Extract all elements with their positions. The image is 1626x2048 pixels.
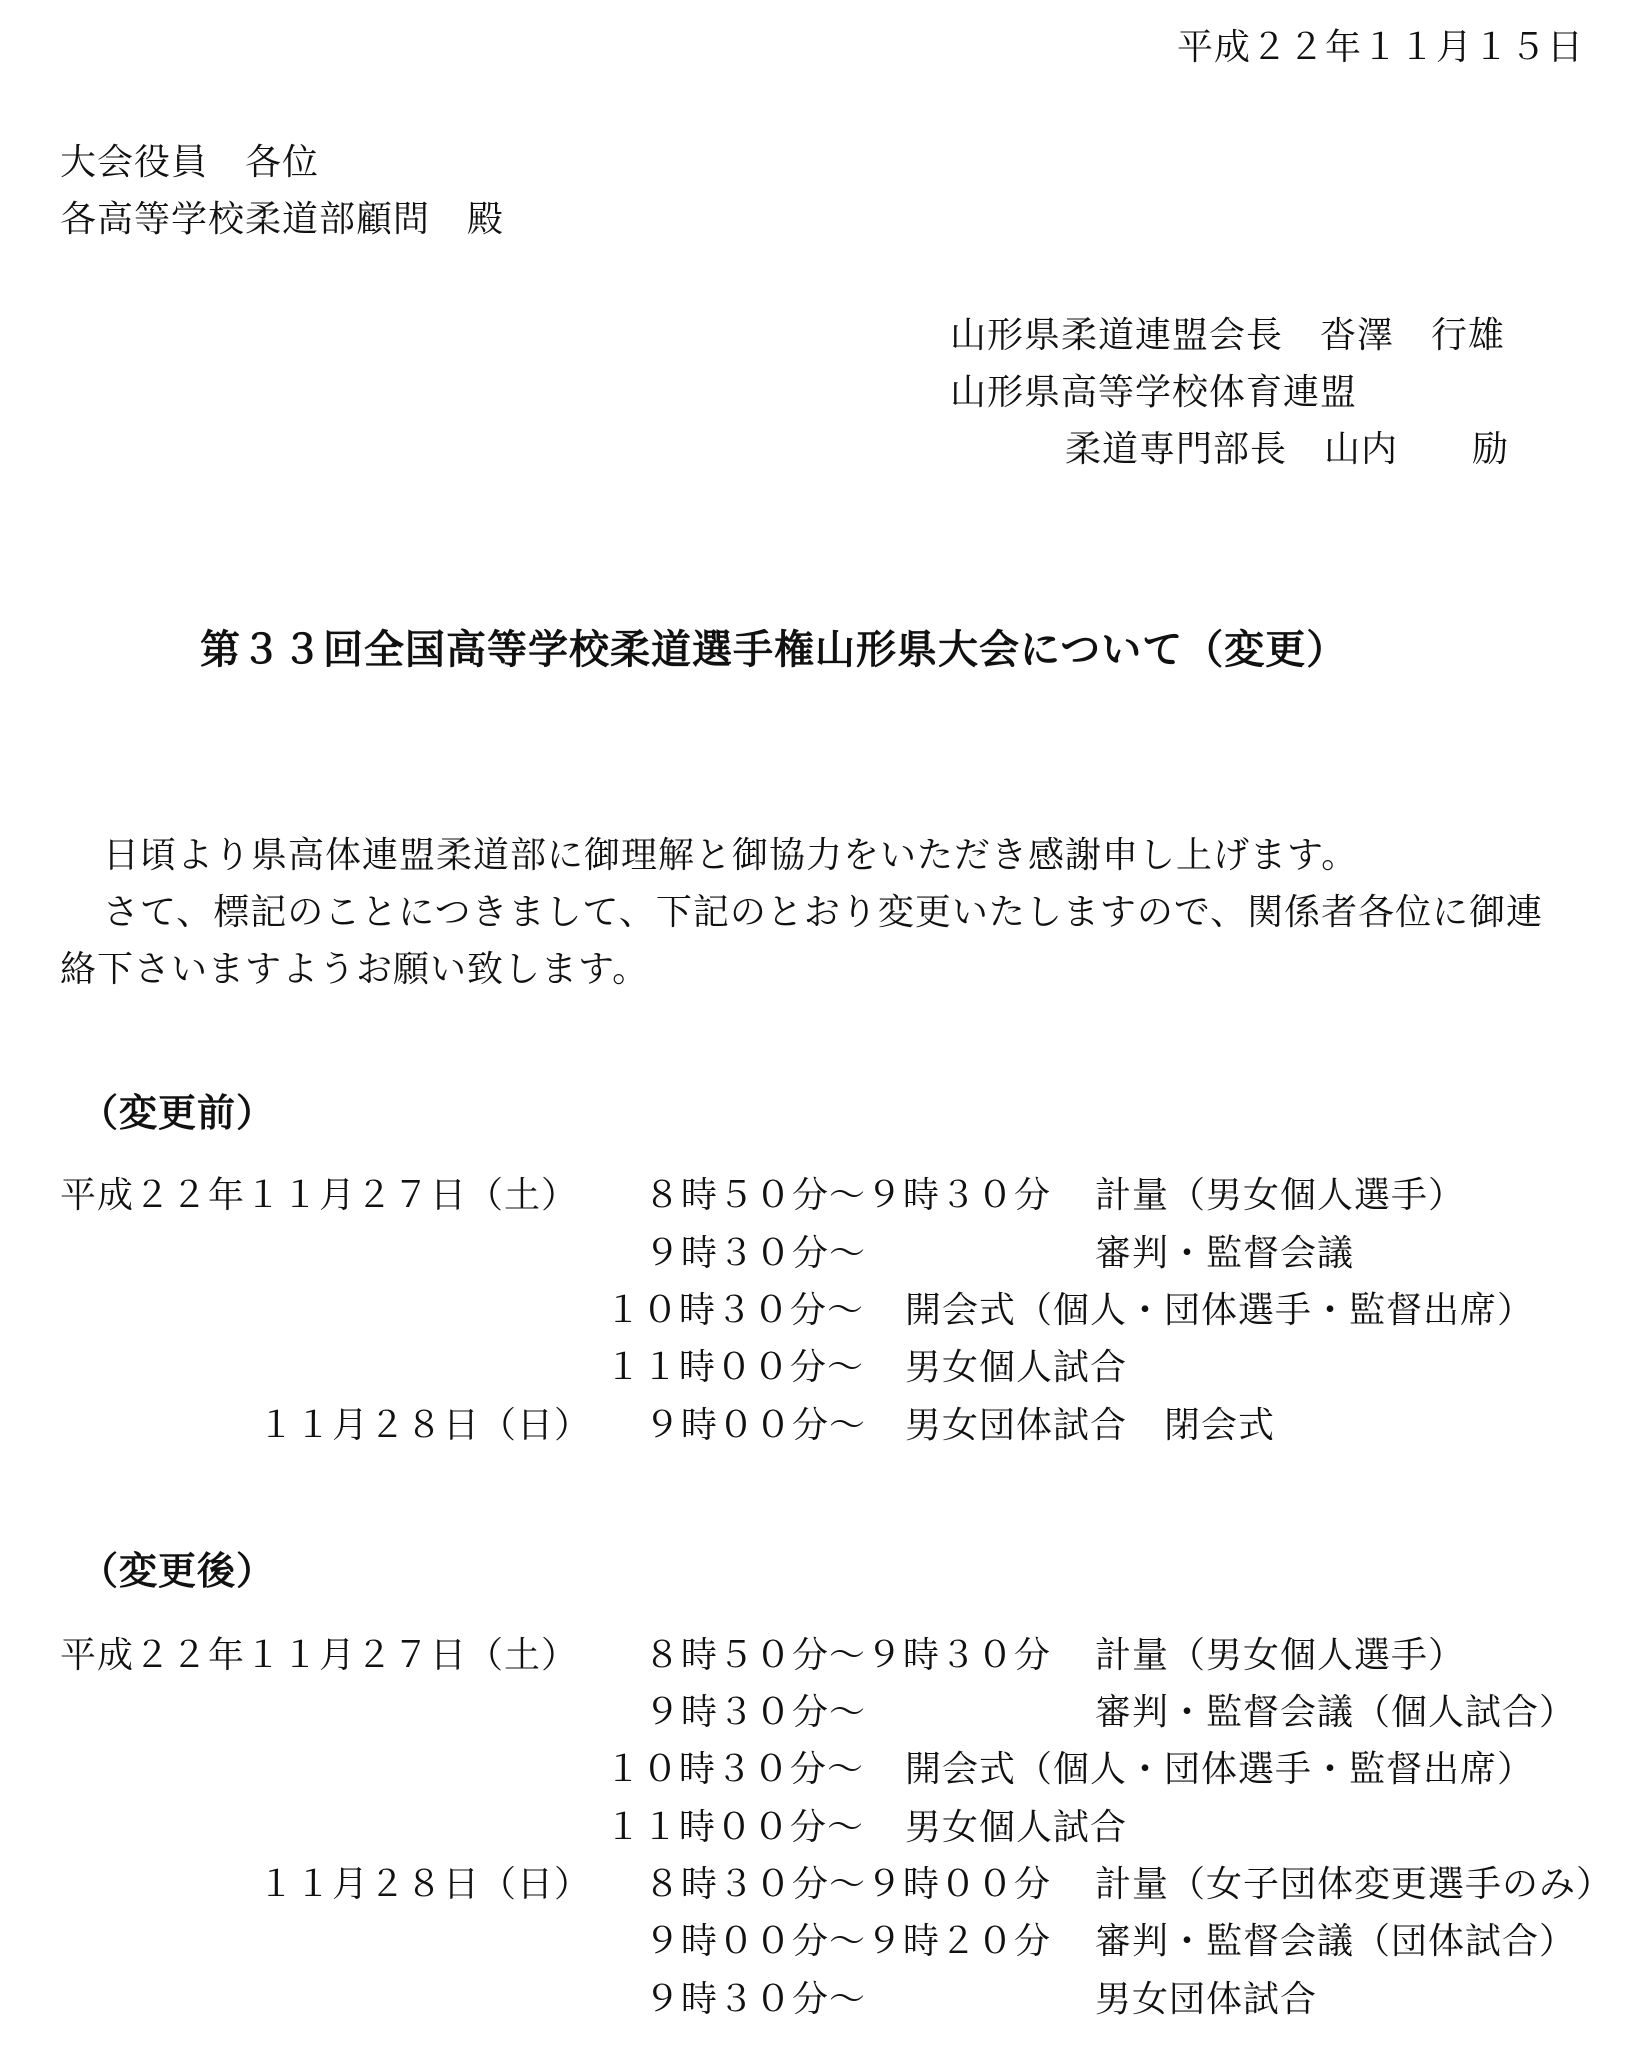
document-title: 第３３回全国高等学校柔道選手権山形県大会について（変更）	[200, 627, 1348, 673]
before-row2-time: ９時３０分～	[644, 1233, 867, 1274]
before-row1-time: ８時５０分～９時３０分	[644, 1175, 1052, 1216]
before-heading: （変更前）	[80, 1091, 276, 1135]
body-greeting: 日頃より県高体連盟柔道部に御理解と御協力をいただき感謝申し上げます。	[103, 835, 1359, 876]
before-row1-event: 計量（男女個人選手）	[1095, 1175, 1466, 1216]
sender-department-head: 柔道専門部長 山内 励	[1065, 429, 1510, 470]
before-row5-date: １１月２８日（日）	[258, 1405, 592, 1446]
after-row7-time: ９時３０分～	[644, 1979, 867, 2020]
after-row1-date: 平成２２年１１月２７日（土）	[60, 1635, 579, 1676]
after-row7-event: 男女団体試合	[1095, 1979, 1318, 2020]
after-row5-event: 計量（女子団体変更選手のみ）	[1095, 1864, 1614, 1905]
after-row5-time: ８時３０分～９時００分	[644, 1864, 1052, 1905]
after-row6-time: ９時００分～９時２０分	[644, 1921, 1052, 1962]
after-row1-event: 計量（男女個人選手）	[1095, 1635, 1466, 1676]
before-row5-time: ９時００分～	[644, 1405, 867, 1446]
sender-athletic-federation: 山形県高等学校体育連盟	[950, 372, 1358, 413]
after-row1-time: ８時５０分～９時３０分	[644, 1635, 1052, 1676]
sender-federation-president: 山形県柔道連盟会長 沓澤 行雄	[950, 315, 1506, 356]
before-row4-event: 男女個人試合	[905, 1347, 1128, 1388]
after-row3-event: 開会式（個人・団体選手・監督出席）	[905, 1749, 1535, 1790]
before-row3-event: 開会式（個人・団体選手・監督出席）	[905, 1290, 1535, 1331]
recipient-advisors: 各高等学校柔道部顧問 殿	[60, 199, 505, 240]
before-row2-event: 審判・監督会議	[1095, 1233, 1355, 1274]
before-row5-event: 男女団体試合 閉会式	[905, 1405, 1276, 1446]
before-row1-date: 平成２２年１１月２７日（土）	[60, 1175, 579, 1216]
after-row4-event: 男女個人試合	[905, 1807, 1128, 1848]
body-paragraph-line1: さて、標記のことにつきまして、下記のとおり変更いたしますので、関係者各位に御連	[103, 892, 1544, 933]
after-row2-event: 審判・監督会議（個人試合）	[1095, 1692, 1577, 1733]
after-row2-time: ９時３０分～	[644, 1692, 867, 1733]
document-date: 平成２２年１１月１５日	[1177, 27, 1585, 68]
after-heading: （変更後）	[80, 1549, 276, 1593]
after-row6-event: 審判・監督会議（団体試合）	[1095, 1921, 1577, 1962]
before-row3-time: １０時３０分～	[605, 1290, 865, 1331]
recipient-officials: 大会役員 各位	[60, 142, 320, 183]
after-row4-time: １１時００分～	[605, 1807, 865, 1848]
body-paragraph-line2: 絡下さいますようお願い致します。	[60, 949, 650, 990]
before-row4-time: １１時００分～	[605, 1347, 865, 1388]
after-row3-time: １０時３０分～	[605, 1749, 865, 1790]
after-row5-date: １１月２８日（日）	[258, 1864, 592, 1905]
